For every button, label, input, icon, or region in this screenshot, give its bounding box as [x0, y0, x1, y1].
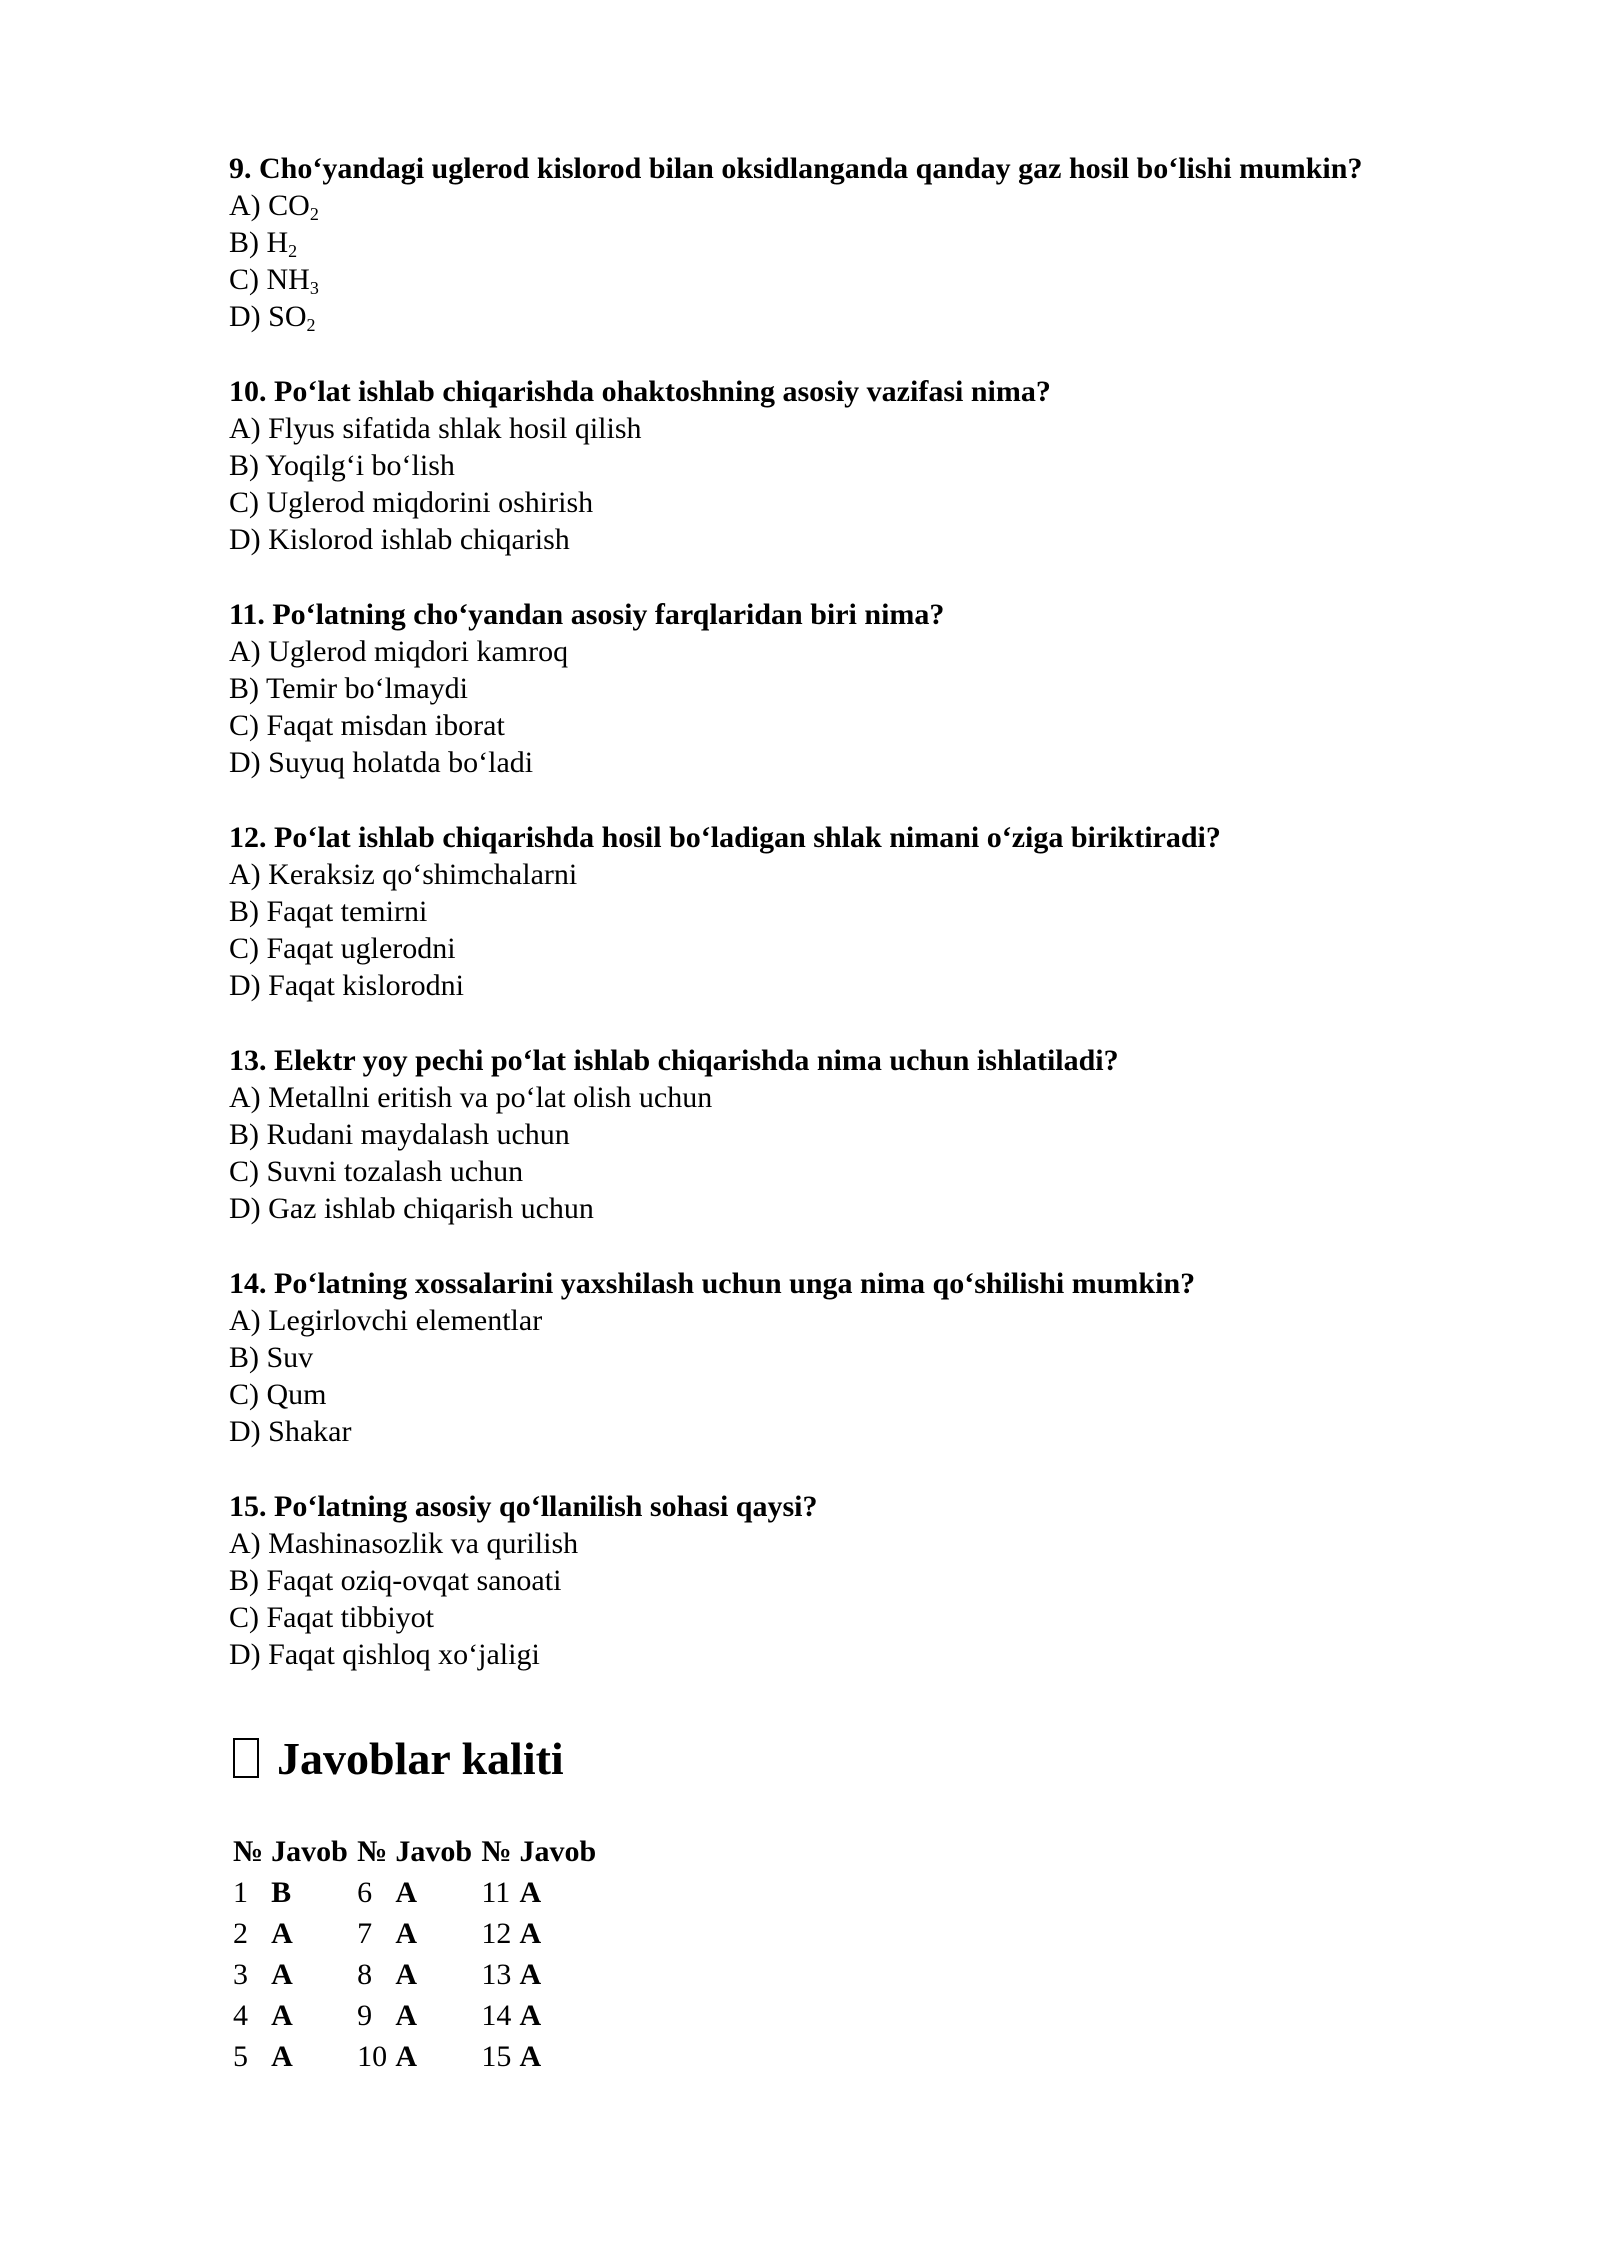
answer-option: [229, 670, 1479, 707]
answer-option-label: B) Faqat temirni: [229, 895, 428, 928]
answer-key-question-number: 13: [481, 1957, 512, 1991]
answer-option: [229, 1413, 1479, 1450]
answer-option-label: C) Uglerod miqdorini oshirish: [229, 486, 594, 519]
answer-key-answer: A: [519, 1916, 542, 1950]
answer-key-body: [231, 1872, 603, 2077]
answer-key-header-number: №: [481, 1834, 512, 1868]
answer-option-label: C) Suvni tozalash uchun: [229, 1155, 524, 1188]
answer-key-answer: A: [519, 1957, 542, 1991]
answer-option-label: B) Yoqilg‘i bo‘lish: [229, 449, 455, 482]
answer-option-label: C) NH: [229, 263, 310, 296]
answer-option-label: C) Faqat tibbiyot: [229, 1601, 434, 1634]
answer-key-question-number: 7: [357, 1916, 373, 1950]
answer-option-label: B) Rudani maydalash uchun: [229, 1118, 570, 1151]
answer-key-row: [231, 1954, 603, 1995]
answer-option-label: D) Faqat qishloq xo‘jaligi: [229, 1638, 540, 1671]
answer-option: [229, 1079, 1479, 1116]
answer-key-answer: A: [395, 1957, 417, 1991]
answer-option-label: A) Mashinasozlik va qurilish: [229, 1527, 579, 1560]
question-block: [229, 1042, 1479, 1227]
question-block: [229, 1265, 1479, 1450]
answer-option: [229, 1525, 1479, 1562]
answer-option-label: D) Suyuq holatda bo‘ladi: [229, 746, 534, 779]
answer-option-label: D) SO: [229, 300, 307, 333]
answer-option-label: A) Metallni eritish va po‘lat olish uchun: [229, 1081, 713, 1114]
answer-option-label: A) CO: [229, 189, 310, 222]
answer-key-answer: A: [519, 1998, 542, 2032]
answer-option: [229, 856, 1479, 893]
answer-option: [229, 1562, 1479, 1599]
answer-key-heading: [229, 1731, 1479, 1787]
answer-option: [229, 1302, 1479, 1339]
answer-key-answer: A: [395, 1875, 417, 1909]
answer-key-row: [231, 1872, 603, 1913]
answer-key-answer: A: [271, 2039, 293, 2073]
answer-key-header-answer: Javob: [271, 1834, 348, 1868]
answer-key-answer: A: [271, 1916, 293, 1950]
answer-option-label: B) Faqat oziq-ovqat sanoati: [229, 1564, 562, 1597]
question-block: [229, 596, 1479, 781]
answer-option-label: D) Kislorod ishlab chiqarish: [229, 523, 570, 556]
answer-option-label: D) Shakar: [229, 1415, 352, 1448]
answer-option: [229, 893, 1479, 930]
question-block: [229, 1488, 1479, 1673]
answer-option-label: C) Qum: [229, 1378, 327, 1411]
question-title: 11. Po‘latning cho‘yandan asosiy farqlaridan biri nima?: [229, 598, 945, 631]
question-title: 9. Cho‘yandagi uglerod kislorod bilan oksidlanganda qanday gaz hosil bo‘lishi mumkin?: [229, 152, 1363, 185]
answer-key-question-number: 11: [481, 1875, 511, 1909]
answer-key-answer: A: [519, 2039, 542, 2073]
answer-option: [229, 1190, 1479, 1227]
question-block: [229, 150, 1479, 335]
answer-option-label: B) Temir bo‘lmaydi: [229, 672, 468, 705]
answer-option: [229, 447, 1479, 484]
answer-key-answer: B: [271, 1875, 292, 1909]
answer-option: [229, 1376, 1479, 1413]
answer-option: [229, 261, 1479, 298]
answer-option-label: A) Uglerod miqdori kamroq: [229, 635, 569, 668]
answer-key-question-number: 4: [233, 1998, 248, 2032]
answer-key-question-number: 10: [357, 2039, 388, 2073]
answer-key-question-number: 12: [481, 1916, 512, 1950]
answer-option-label: C) Faqat misdan iborat: [229, 709, 505, 742]
answer-key-question-number: 6: [357, 1875, 373, 1909]
question-title: 13. Elektr yoy pechi po‘lat ishlab chiqarishda nima uchun ishlatiladi?: [229, 1044, 1119, 1077]
answer-option-label: A) Legirlovchi elementlar: [229, 1304, 543, 1337]
answer-option: [229, 484, 1479, 521]
answer-key-row: [231, 1995, 603, 2036]
answer-key-question-number: 3: [233, 1957, 248, 1991]
answer-option: [229, 707, 1479, 744]
question-title: 14. Po‘latning xossalarini yaxshilash uchun unga nima qo‘shilishi mumkin?: [229, 1267, 1196, 1300]
answer-option: [229, 410, 1479, 447]
answer-key-answer: A: [271, 1998, 293, 2032]
answer-option: [229, 521, 1479, 558]
answer-option: [229, 967, 1479, 1004]
question-list: [229, 150, 1479, 1673]
answer-key-question-number: 2: [233, 1916, 248, 1950]
answer-option-label: B) Suv: [229, 1341, 314, 1374]
answer-key-answer: A: [395, 1998, 417, 2032]
answer-key-question-number: 14: [481, 1998, 512, 2032]
formula-subscript: 2: [306, 315, 316, 335]
answer-key-answer: A: [519, 1875, 542, 1909]
answer-option: [229, 1339, 1479, 1376]
answer-option: [229, 633, 1479, 670]
answer-key-header-number: №: [357, 1834, 388, 1868]
answer-option-label: A) Keraksiz qo‘shimchalarni: [229, 858, 578, 891]
answer-option-label: D) Gaz ishlab chiqarish uchun: [229, 1192, 594, 1225]
answer-key-answer: A: [395, 1916, 417, 1950]
answer-option: [229, 1636, 1479, 1673]
answer-key-header-answer: Javob: [395, 1834, 472, 1868]
answer-key-heading-text: Javoblar kaliti: [277, 1733, 564, 1784]
answer-key-question-number: 1: [233, 1875, 248, 1909]
answer-key-header-number: №: [233, 1834, 264, 1868]
document-content: [229, 150, 1479, 2077]
answer-option: [229, 298, 1479, 335]
answer-option-label: D) Faqat kislorodni: [229, 969, 464, 1002]
question-block: [229, 373, 1479, 558]
answer-key-answer: A: [395, 2039, 417, 2073]
answer-option: [229, 1116, 1479, 1153]
question-title: 10. Po‘lat ishlab chiqarishda ohaktoshning asosiy vazifasi nima?: [229, 375, 1051, 408]
answer-option: [229, 930, 1479, 967]
answer-option: [229, 187, 1479, 224]
answer-key-question-number: 8: [357, 1957, 373, 1991]
missing-glyph-box-icon: [233, 1738, 259, 1778]
answer-option-label: C) Faqat uglerodni: [229, 932, 456, 965]
answer-key-row: [231, 2036, 603, 2077]
formula-subscript: 2: [288, 241, 298, 261]
answer-option-label: B) H: [229, 226, 289, 259]
answer-key-answer: A: [271, 1957, 293, 1991]
answer-option-label: A) Flyus sifatida shlak hosil qilish: [229, 412, 642, 445]
answer-option: [229, 744, 1479, 781]
answer-option: [229, 224, 1479, 261]
answer-key-question-number: 9: [357, 1998, 373, 2032]
question-title: 15. Po‘latning asosiy qo‘llanilish sohasi qaysi?: [229, 1490, 818, 1523]
answer-option: [229, 1153, 1479, 1190]
answer-key-question-number: 15: [481, 2039, 512, 2073]
formula-subscript: 2: [309, 204, 319, 224]
question-title: 12. Po‘lat ishlab chiqarishda hosil bo‘ladigan shlak nimani o‘ziga biriktiradi?: [229, 821, 1221, 854]
answer-key-table: [231, 1831, 603, 2077]
answer-key-header-answer: Javob: [519, 1834, 597, 1868]
answer-option: [229, 1599, 1479, 1636]
answer-key-question-number: 5: [233, 2039, 248, 2073]
answer-key-header-row: [231, 1831, 603, 1872]
question-block: [229, 819, 1479, 1004]
answer-key-row: [231, 1913, 603, 1954]
formula-subscript: 3: [309, 278, 319, 298]
